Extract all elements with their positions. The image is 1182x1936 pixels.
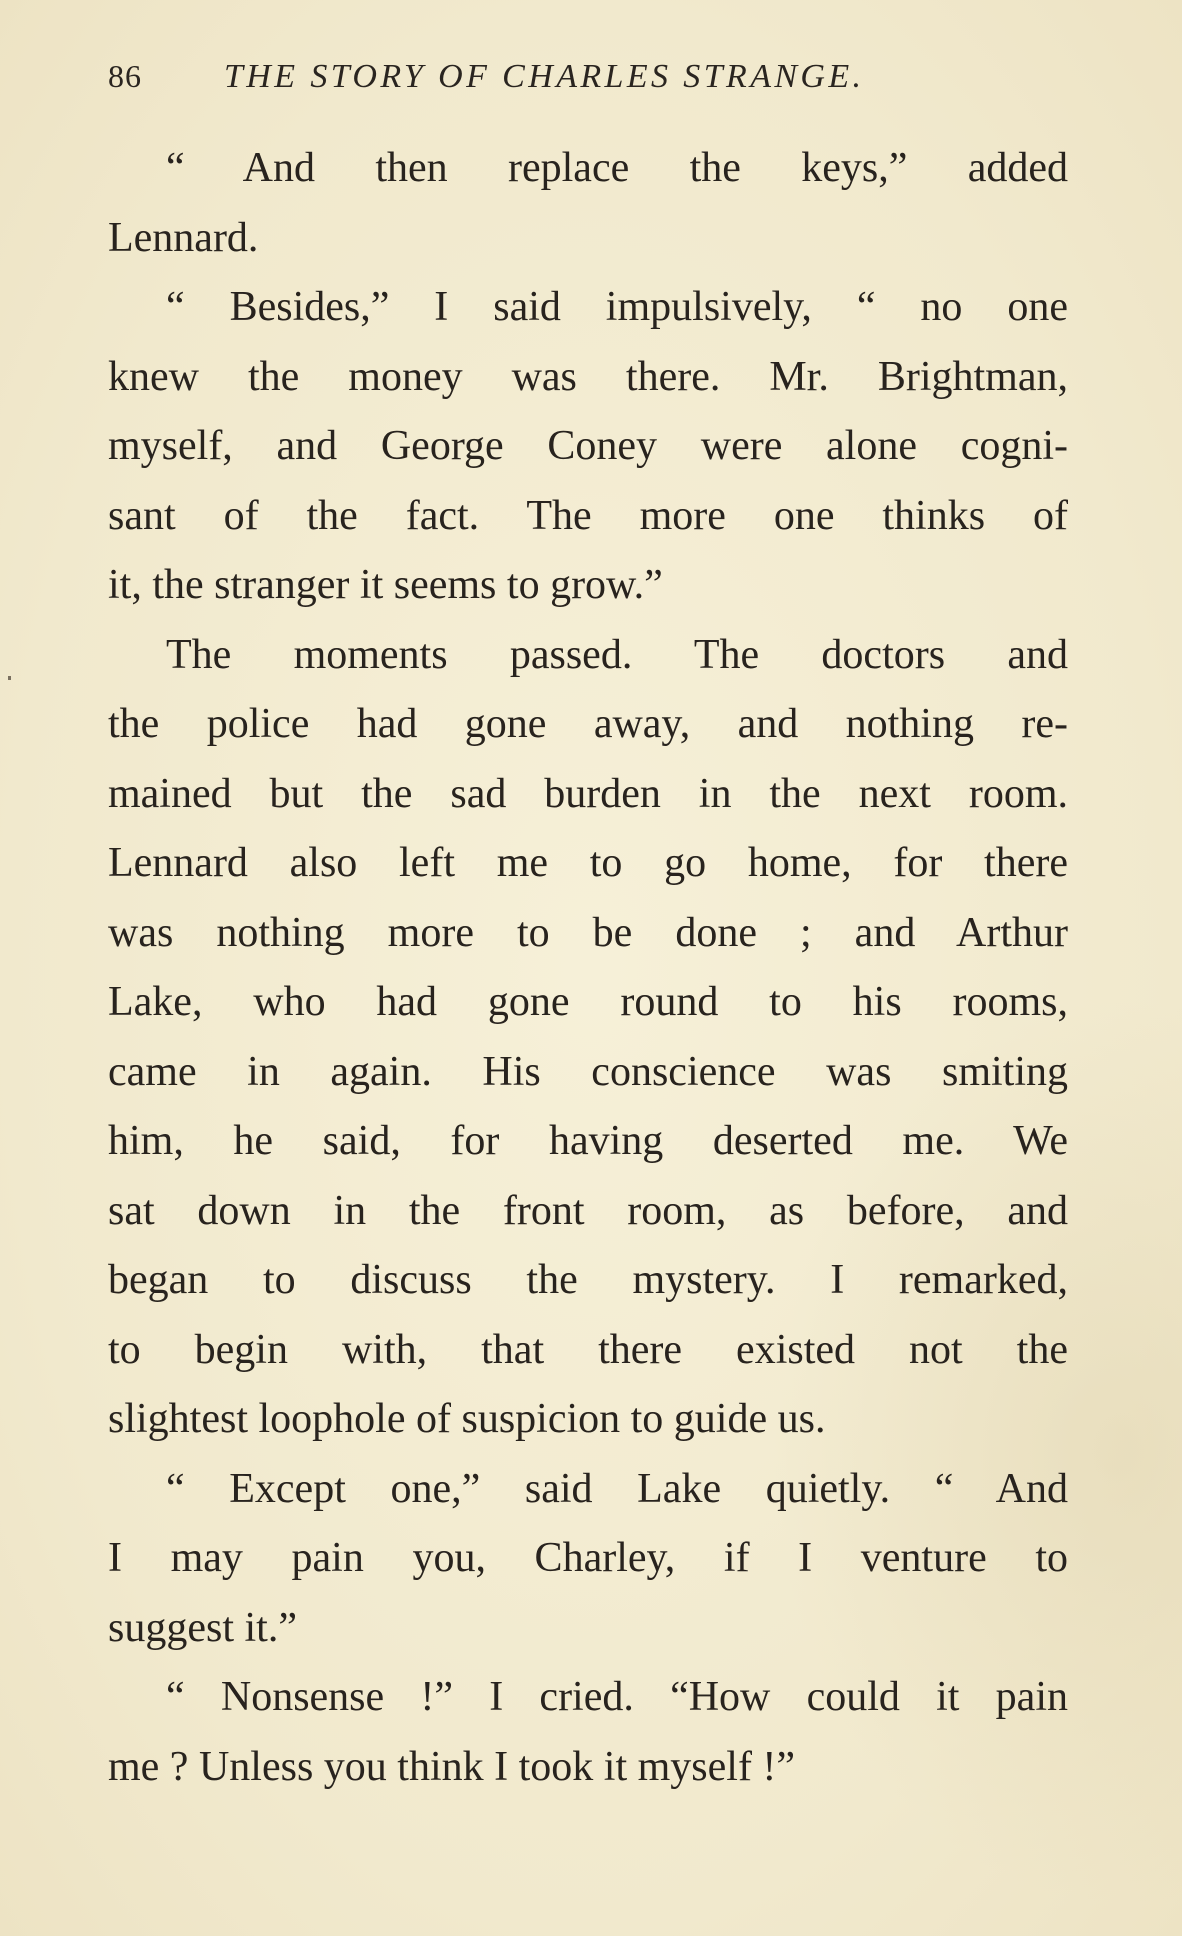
text-line: Lennard also left me to go home, for there (108, 840, 1068, 886)
text-line: the police had gone away, and nothing re- (108, 701, 1068, 747)
text-line: him, he said, for having deserted me. We (108, 1118, 1068, 1164)
text-line: slightest loophole of suspicion to guide us. (108, 1396, 826, 1442)
page-number: 86 (108, 58, 142, 94)
text-line: sat down in the front room, as before, and (108, 1187, 1068, 1234)
text-line: began to discuss the mystery. I remarked, (108, 1257, 1068, 1303)
text-line: “ And then replace the keys,” added (166, 145, 1068, 191)
text-line: “ Except one,” said Lake quietly. “ And (166, 1465, 1068, 1512)
text-line: it, the stranger it seems to grow.” (108, 562, 663, 608)
text-line: sant of the fact. The more one thinks of (108, 492, 1068, 539)
text-line: I may pain you, Charley, if I venture to (108, 1535, 1068, 1581)
text-line: mained but the sad burden in the next room. (108, 770, 1068, 817)
text-line: came in again. His conscience was smiting (108, 1048, 1068, 1095)
text-line: me ? Unless you think I took it myself !” (108, 1743, 796, 1790)
text-line: Lennard. (108, 214, 259, 261)
text-line: “ Nonsense !” I cried. “How could it pain (166, 1674, 1068, 1720)
text-line: to begin with, that there existed not the (108, 1326, 1068, 1373)
text-line: suggest it.” (108, 1604, 297, 1651)
text-line: Lake, who had gone round to his rooms, (108, 979, 1068, 1025)
text-line: myself, and George Coney were alone cogni- (108, 423, 1068, 469)
text-line: knew the money was there. Mr. Brightman, (108, 353, 1068, 400)
text-line: was nothing more to be done ; and Arthur (108, 909, 1068, 956)
margin-mark (8, 676, 11, 680)
running-title: THE STORY OF CHARLES STRANGE. (224, 58, 865, 95)
text-line: “ Besides,” I said impulsively, “ no one (166, 284, 1068, 330)
body-text (108, 134, 1068, 1802)
text-line: The moments passed. The doctors and (166, 631, 1068, 678)
page-header (108, 58, 1068, 98)
